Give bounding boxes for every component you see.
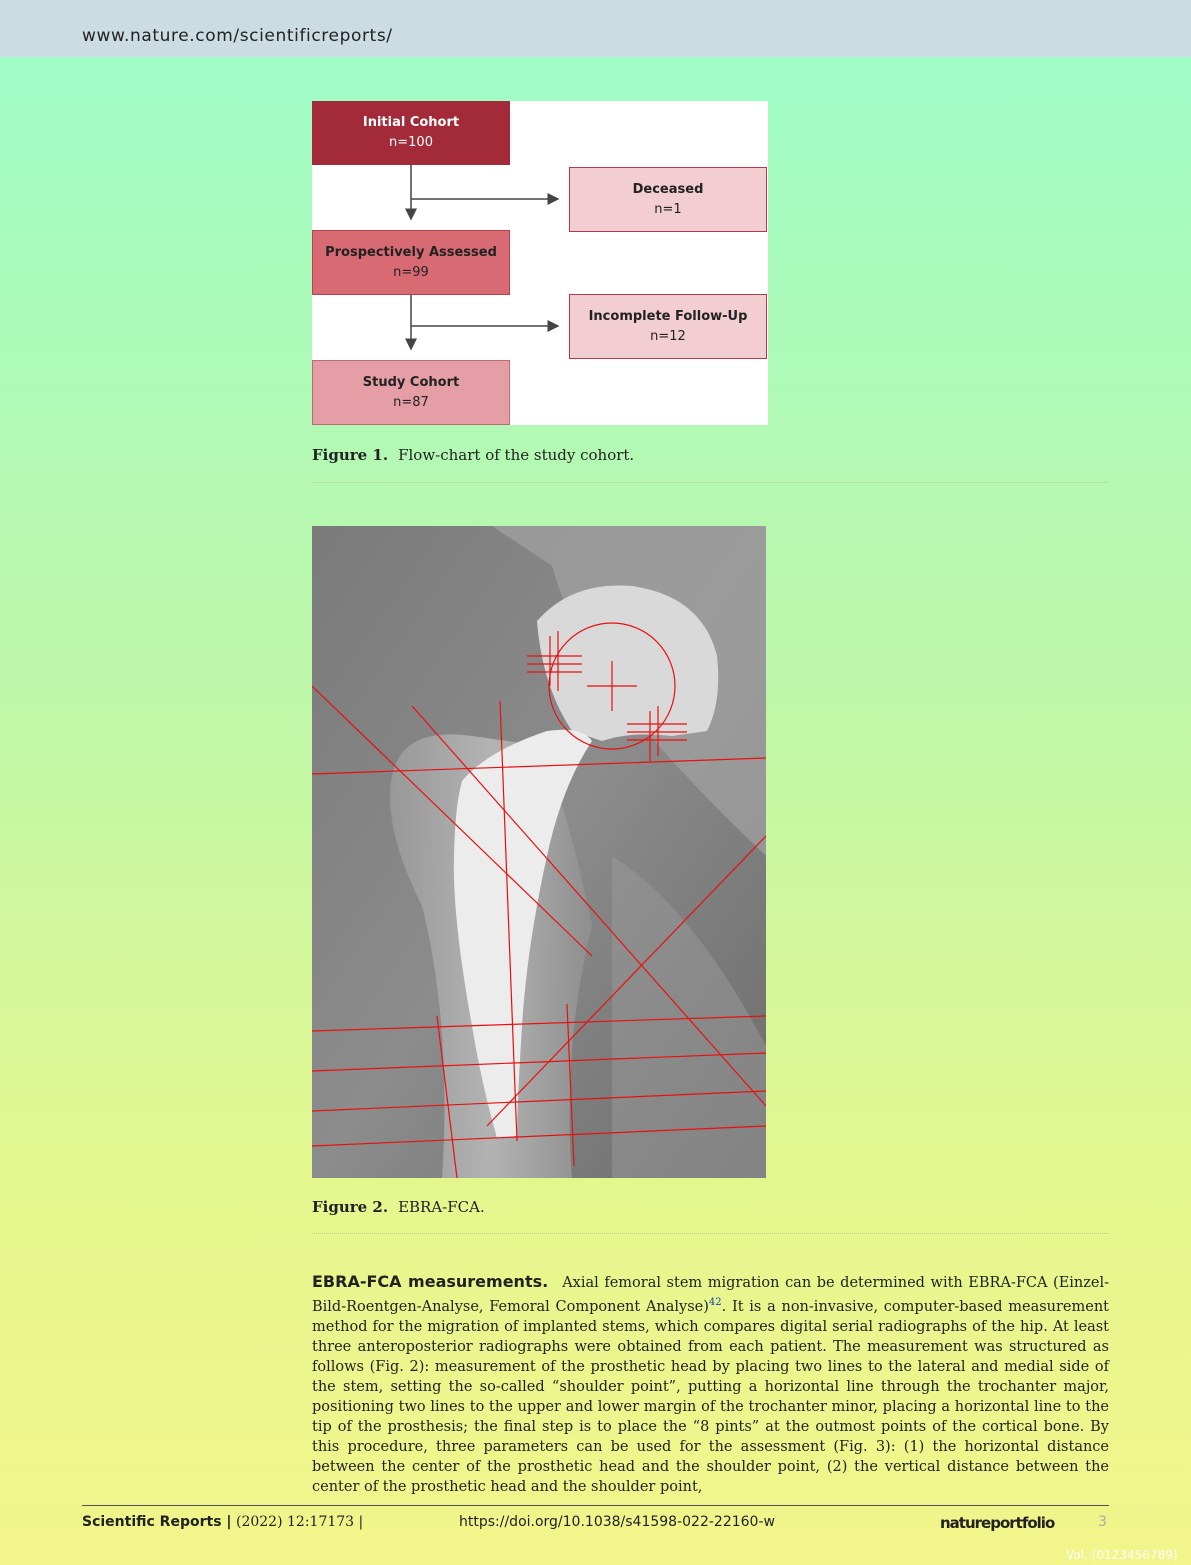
radiograph-image bbox=[312, 526, 766, 1178]
box-initial-cohort bbox=[312, 101, 510, 165]
footer-year-volume: (2022) 12:17173 | bbox=[236, 1514, 364, 1530]
box-study-cohort bbox=[312, 360, 510, 425]
footer-journal: Scientific Reports | bbox=[82, 1514, 232, 1530]
box-title: Prospectively Assessed bbox=[325, 244, 497, 260]
section-ebra-fca bbox=[312, 1272, 1109, 1497]
caption-text: EBRA-FCA. bbox=[398, 1198, 485, 1216]
page-number: 3 bbox=[1098, 1514, 1107, 1530]
box-count: n=100 bbox=[389, 135, 433, 150]
caption-text: Flow-chart of the study cohort. bbox=[398, 446, 635, 464]
figure-1-flowchart bbox=[312, 101, 768, 425]
volume-marker: Vol.:(0123456789) bbox=[1066, 1548, 1178, 1562]
divider bbox=[312, 482, 1109, 483]
box-count: n=87 bbox=[393, 394, 429, 410]
divider bbox=[312, 1233, 1109, 1234]
header-bar bbox=[0, 0, 1191, 57]
box-title: Study Cohort bbox=[362, 374, 460, 390]
box-count: n=1 bbox=[654, 201, 682, 217]
footer-rule bbox=[82, 1505, 1109, 1506]
box-prospectively-assessed bbox=[312, 230, 510, 295]
box-title: Deceased bbox=[632, 181, 704, 197]
section-heading: EBRA-FCA measurements. bbox=[312, 1272, 549, 1291]
journal-url[interactable]: www.nature.com/scientificreports/ bbox=[82, 26, 393, 46]
figure-1-caption bbox=[312, 446, 634, 464]
figure-2-caption bbox=[312, 1198, 485, 1216]
figure-2-radiograph bbox=[312, 526, 766, 1178]
caption-label: Figure 2. bbox=[312, 1198, 389, 1216]
nature-portfolio-logo: natureportfolio bbox=[940, 1514, 1055, 1532]
reference-link[interactable]: 42 bbox=[708, 1297, 722, 1308]
box-incomplete-follow-up bbox=[569, 294, 767, 359]
paragraph-start: Axial femoral stem migration can be determined with EBRA-FCA (Einzel-Bild-Roentgen-Analyse, Femoral Component Analyse) bbox=[312, 1275, 1110, 1315]
box-deceased bbox=[569, 167, 767, 232]
footer-doi-link[interactable]: https://doi.org/10.1038/s41598-022-22160-w bbox=[459, 1514, 775, 1530]
box-title: Initial Cohort bbox=[362, 115, 460, 130]
box-count: n=99 bbox=[393, 264, 429, 280]
caption-label: Figure 1. bbox=[312, 446, 389, 464]
paragraph-rest: . It is a non-invasive, computer-based measurement method for the migration of implanted stems, which compares digital serial radiographs of the hip. At least three anteroposterior radiographs were obtained from each patient. The measurement was structured as follows (Fig. 2): measurement of the prosthetic head by placing two lines to the lateral and medial side of the stem, setting the so-called “shoulder point”, putting a horizontal line through the trochanter major, positioning two lines to the upper and lower margin of the trochanter minor, placing a horizontal line to the tip of the prosthesis; the final step is to place the “8 pints” at the outmost points of the cortical bone. By this procedure, three parameters can be used for the assessment (Fig. 3): (1) the horizontal distance between the center of the prosthetic head and the shoulder point, (2) the vertical distance between the center of the prosthetic head and the shoulder point, bbox=[312, 1298, 1110, 1495]
box-title: Incomplete Follow-Up bbox=[588, 308, 748, 324]
box-count: n=12 bbox=[650, 328, 686, 344]
